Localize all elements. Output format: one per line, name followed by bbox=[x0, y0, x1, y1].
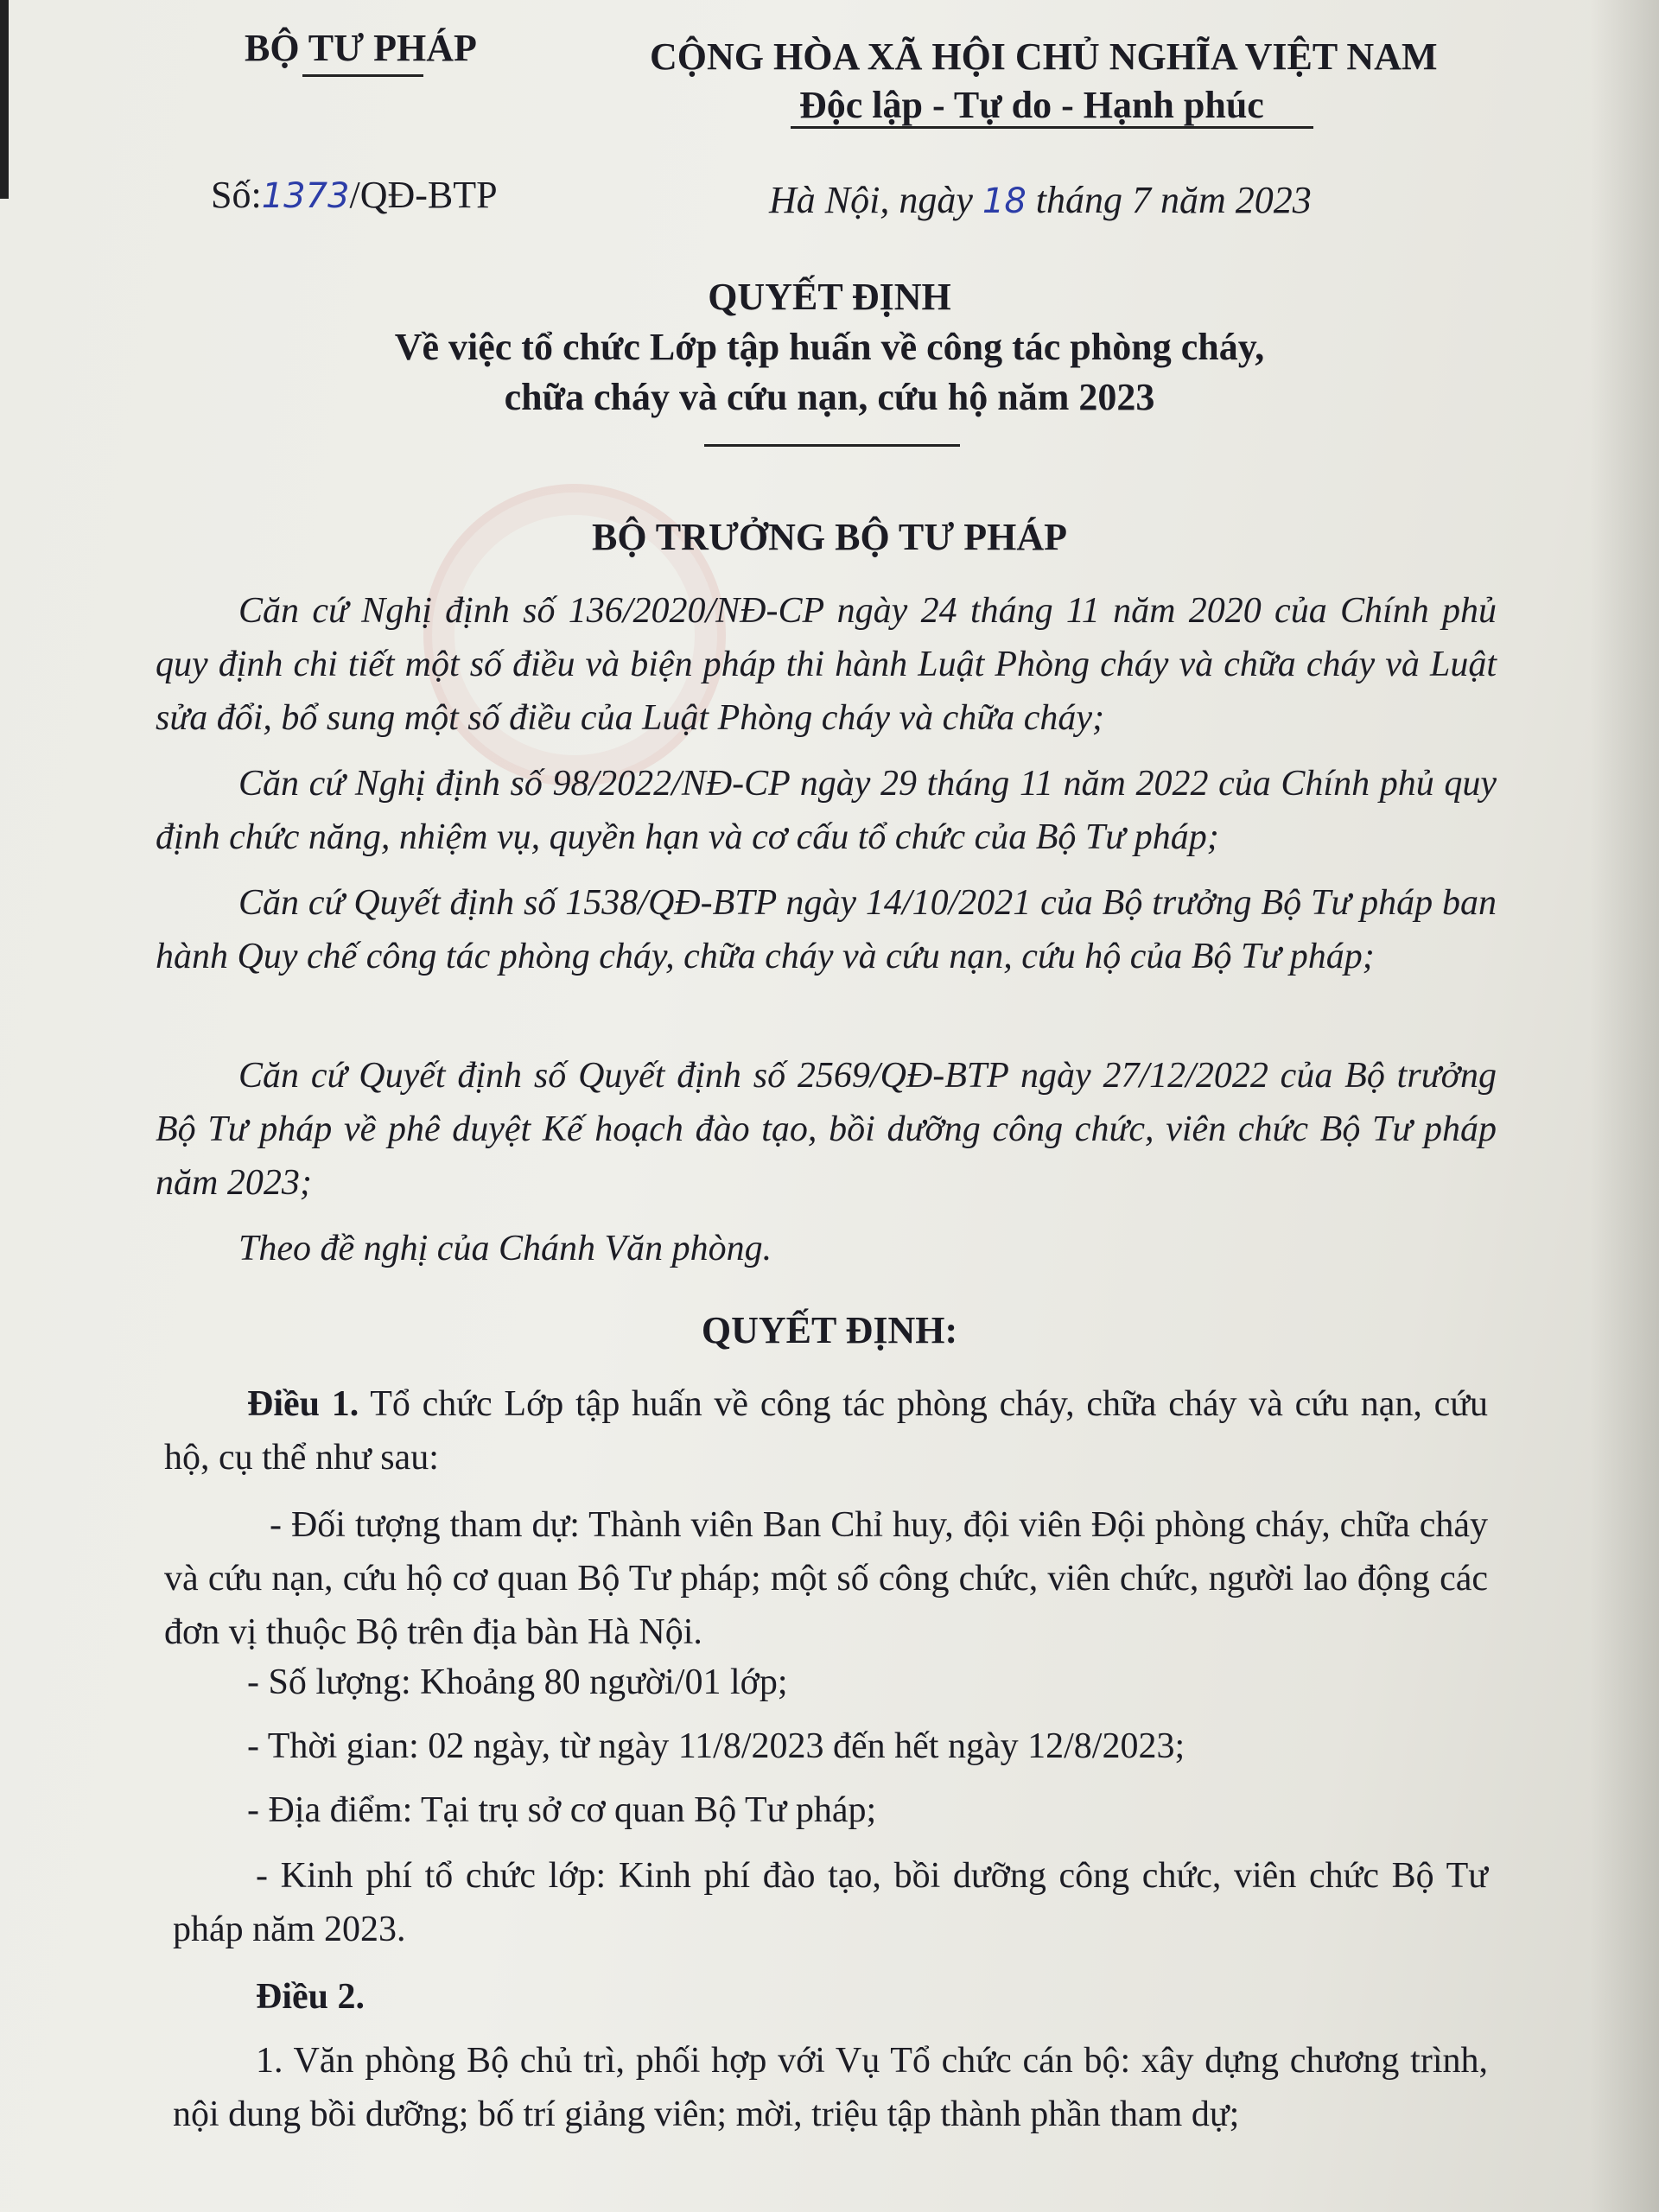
preamble-paragraph: Căn cứ Quyết định số Quyết định số 2569/QĐ-BTP ngày 27/12/2022 của Bộ trưởng Bộ Tư pháp về phê duyệt Kế hoạch đào tạo, bồi dưỡng công chức, viên chức Bộ Tư pháp năm 2023; bbox=[156, 1056, 1497, 1203]
article-1-text: Tổ chức Lớp tập huấn về công tác phòng cháy, chữa cháy và cứu nạn, cứu hộ, cụ thể như sau: bbox=[164, 1384, 1489, 1478]
article-2 bbox=[173, 1970, 1488, 2024]
number-prefix: Số: bbox=[211, 174, 262, 216]
preamble-paragraph: Theo đề nghị của Chánh Văn phòng. bbox=[238, 1229, 772, 1268]
ministry-underline bbox=[302, 74, 423, 77]
ministry-name: BỘ TƯ PHÁP bbox=[245, 27, 477, 69]
number-suffix: /QĐ-BTP bbox=[349, 174, 498, 216]
page-edge bbox=[0, 0, 9, 199]
article-1-item: - Kinh phí tổ chức lớp: Kinh phí đào tạo, bồi dưỡng công chức, viên chức Bộ Tư pháp năm 2023. bbox=[173, 1856, 1488, 1949]
number-handwritten: 1373 bbox=[261, 176, 350, 216]
title-rule bbox=[704, 444, 960, 447]
decision-subject-line-2: chữa cháy và cứu nạn, cứu hộ năm 2023 bbox=[504, 376, 1155, 418]
preamble-paragraph: Căn cứ Quyết định số 1538/QĐ-BTP ngày 14/10/2021 của Bộ trưởng Bộ Tư pháp ban hành Quy chế công tác phòng cháy, chữa cháy và cứu nạn, cứu hộ của Bộ Tư pháp; bbox=[156, 883, 1497, 976]
article-1-item: - Số lượng: Khoảng 80 người/01 lớp; bbox=[247, 1662, 788, 1702]
article-1-item: - Thời gian: 02 ngày, từ ngày 11/8/2023 đến hết ngày 12/8/2023; bbox=[247, 1726, 1185, 1766]
date-suffix: tháng 7 năm 2023 bbox=[1035, 179, 1312, 221]
document-number bbox=[211, 173, 498, 217]
preamble-paragraph: Căn cứ Nghị định số 136/2020/NĐ-CP ngày 24 tháng 11 năm 2020 của Chính phủ quy định chi tiết một số điều và biện pháp thi hành Luật Phòng cháy và chữa cháy và Luật sửa đổi, bổ sung một số điều của Luật Phòng cháy và chữa cháy; bbox=[156, 591, 1497, 738]
national-motto: Độc lập - Tự do - Hạnh phúc bbox=[799, 84, 1264, 126]
preamble-paragraph: Căn cứ Nghị định số 98/2022/NĐ-CP ngày 29 tháng 11 năm 2022 của Chính phủ quy định chức năng, nhiệm vụ, quyền hạn và cơ cấu tổ chức của Bộ Tư pháp; bbox=[156, 764, 1497, 857]
decision-heading: QUYẾT ĐỊNH: bbox=[701, 1309, 958, 1351]
republic-name: CỘNG HÒA XÃ HỘI CHỦ NGHĨA VIỆT NAM bbox=[650, 35, 1438, 78]
decision-subject-line-1: Về việc tổ chức Lớp tập huấn về công tác phòng cháy, bbox=[394, 326, 1265, 368]
article-1-item: - Địa điểm: Tại trụ sở cơ quan Bộ Tư pháp; bbox=[247, 1790, 877, 1830]
authority-heading: BỘ TRƯỞNG BỘ TƯ PHÁP bbox=[591, 516, 1068, 558]
document-date bbox=[769, 178, 1312, 222]
article-1 bbox=[164, 1377, 1488, 1484]
article-2-item: 1. Văn phòng Bộ chủ trì, phối hợp với Vụ Tổ chức cán bộ: xây dựng chương trình, nội dung bồi dưỡng; bố trí giảng viên; mời, triệu tập thành phần tham dự; bbox=[173, 2041, 1488, 2134]
motto-underline bbox=[791, 126, 1313, 129]
article-1-item: - Đối tượng tham dự: Thành viên Ban Chỉ huy, đội viên Đội phòng cháy, chữa cháy và cứu nạn, cứu hộ cơ quan Bộ Tư pháp; một số công chức, viên chức, người lao động các đơn vị thuộc Bộ trên địa bàn Hà Nội. bbox=[164, 1505, 1488, 1652]
date-day-handwritten: 18 bbox=[982, 181, 1027, 221]
article-2-label: Điều 2. bbox=[256, 1977, 365, 2017]
decision-title: QUYẾT ĐỊNH bbox=[708, 276, 951, 318]
date-prefix: Hà Nội, ngày bbox=[769, 179, 973, 221]
article-1-label: Điều 1. bbox=[247, 1384, 359, 1424]
